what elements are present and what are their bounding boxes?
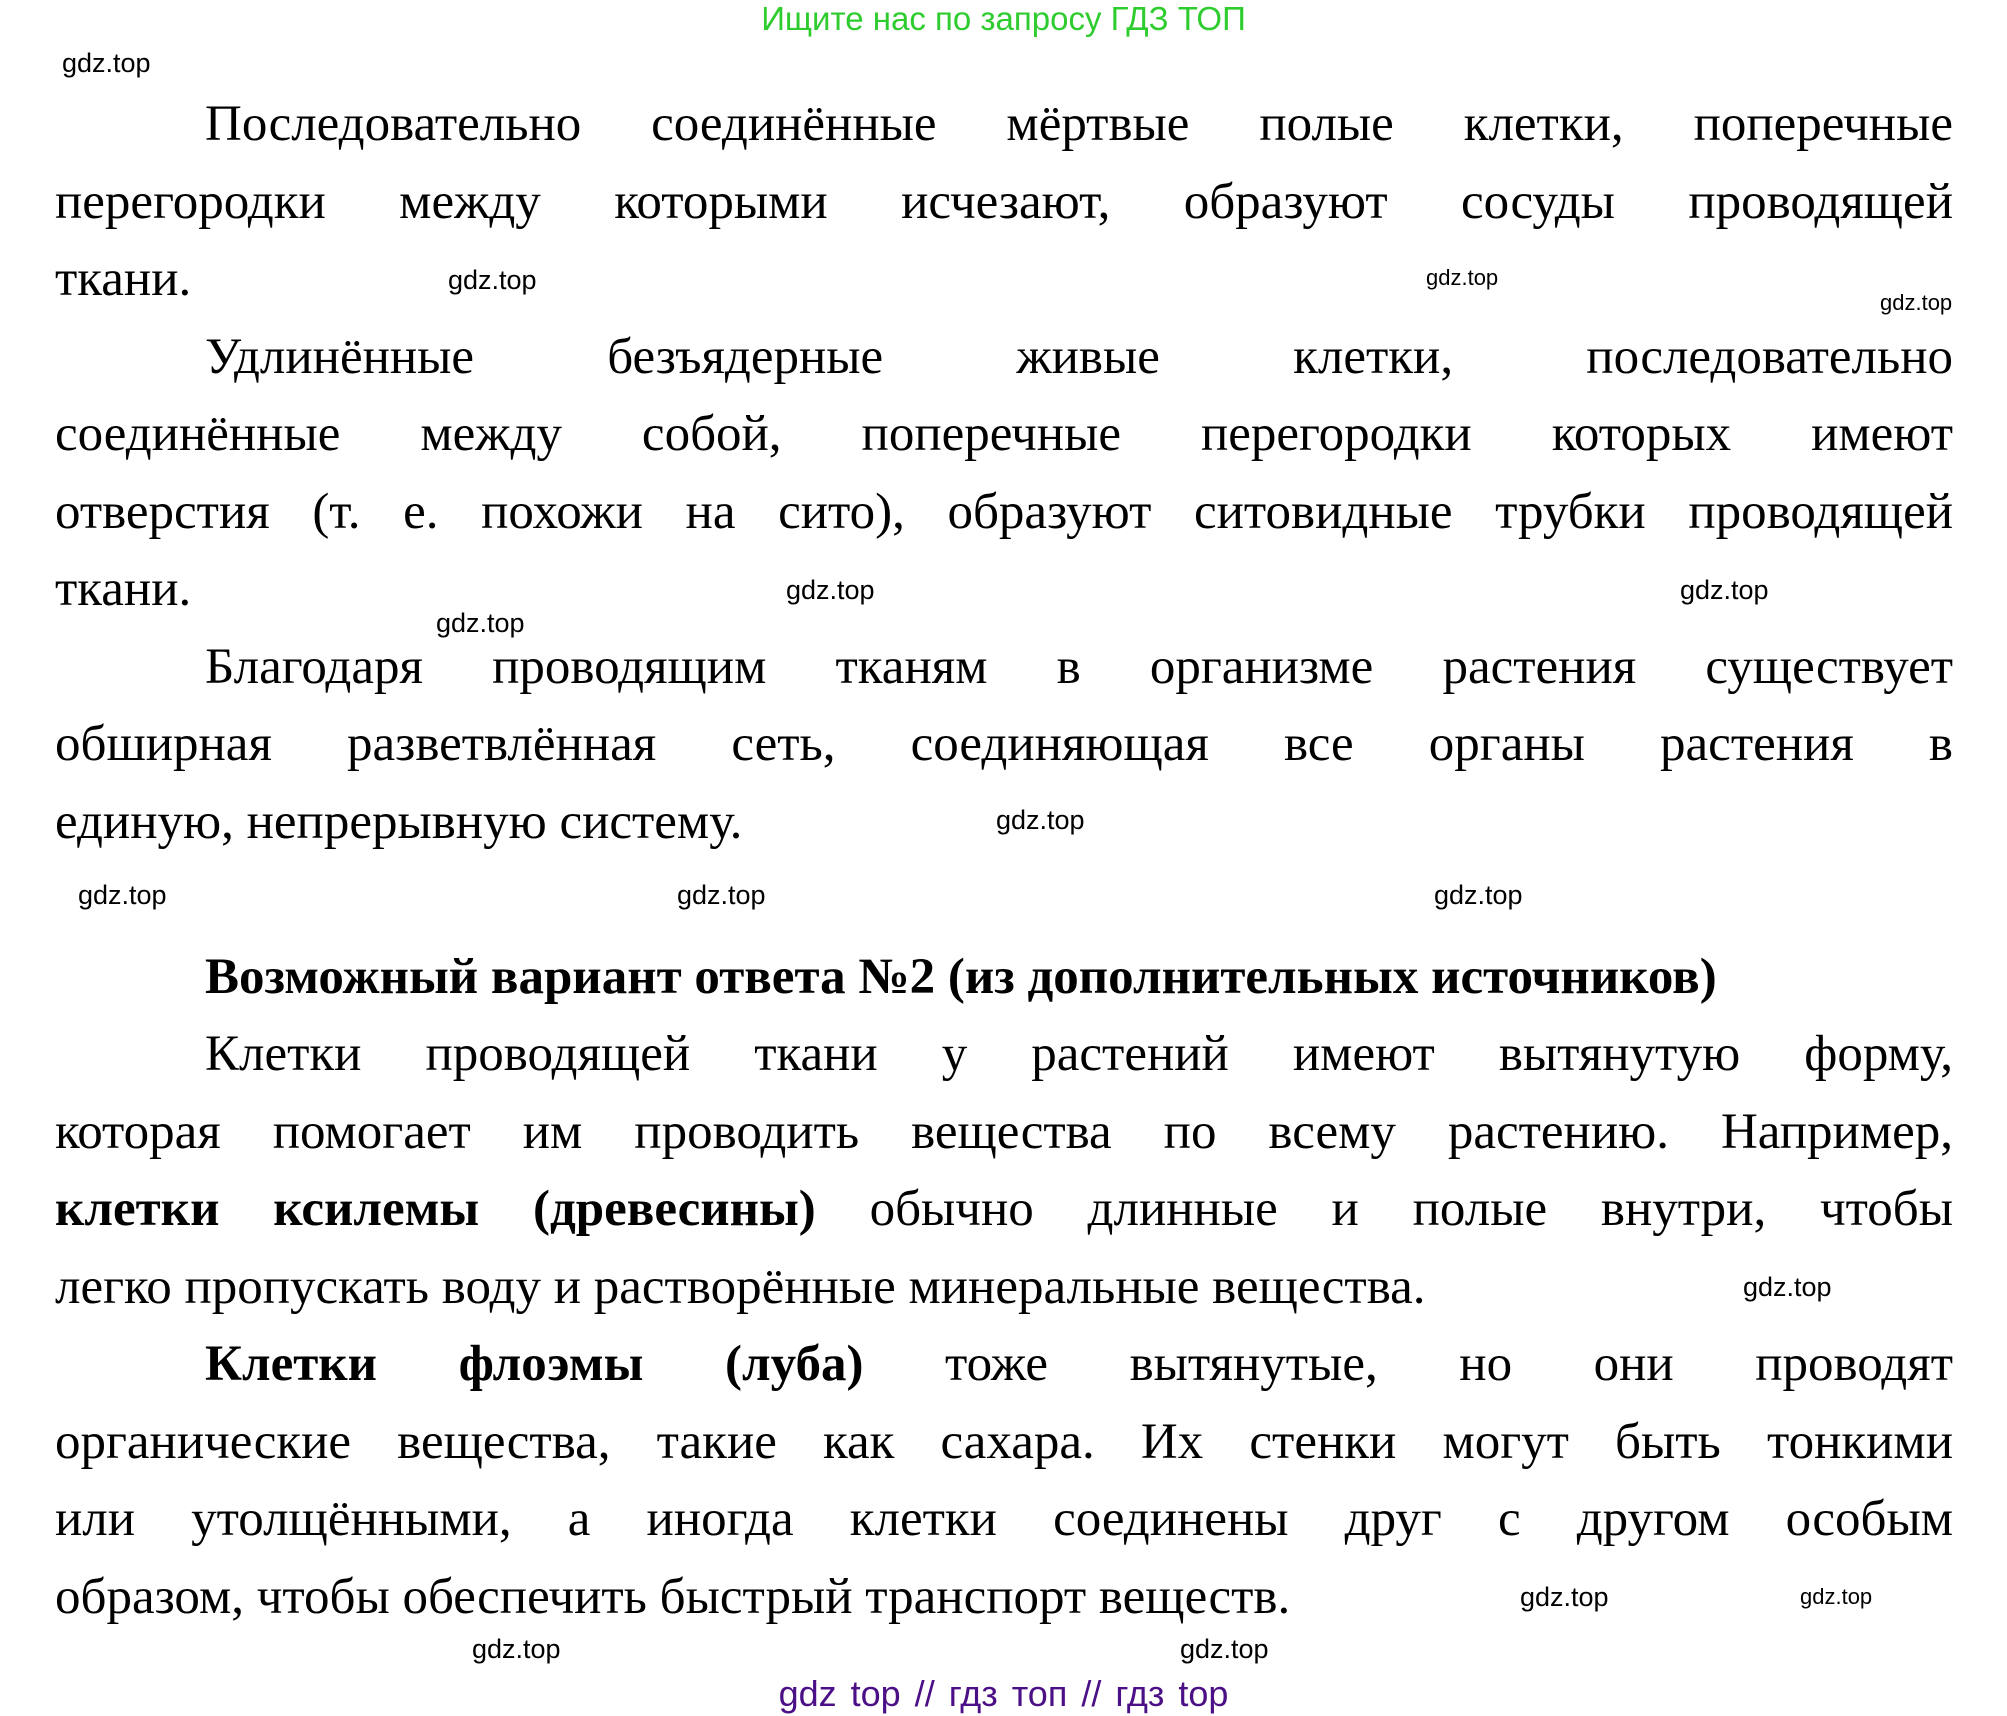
watermark: gdz.top [996,805,1085,835]
watermark: gdz.top [78,880,167,910]
text-line [55,629,1953,707]
section-heading [55,939,1953,1017]
watermark: gdz.top [786,575,875,605]
line-text: единую, непрерывную систему. [55,793,743,850]
text-line [55,551,1953,629]
text-line [55,319,1953,397]
line-text: которая помогает им проводить вещества по всему растению. Например, [55,1103,1953,1160]
text-line [55,86,1953,164]
line-text: ткани. [55,561,192,617]
line-text: органические вещества, такие как сахара. Их стенки могут быть тонкими [55,1413,1953,1470]
text-line [55,1171,1953,1249]
text-line [55,1094,1953,1172]
answer-text [55,86,1953,1636]
line-text: или утолщёнными, а иногда клетки соединены друг с другом особым [55,1491,1953,1547]
bold-term: Клетки флоэмы (луба) [205,1336,864,1392]
text-line [55,1481,1953,1559]
bold-term: Возможный вариант ответа №2 (из дополнительных источников) [205,948,1717,1005]
watermark: gdz.top [1743,1272,1832,1302]
text-line [55,474,1953,552]
text-line [55,1249,1953,1327]
line-text: Клетки проводящей ткани у растений имеют вытянутую форму, [205,1026,1953,1082]
watermark: gdz.top [1520,1582,1609,1612]
text-line [55,706,1953,784]
watermark: gdz.top [1434,880,1523,910]
line-text: Удлинённые безъядерные живые клетки, последовательно [205,328,1953,385]
bold-term: клетки ксилемы (древесины) [55,1181,816,1237]
watermark: gdz.top [472,1634,561,1664]
spacer [55,861,1953,939]
text-line [55,1559,1953,1637]
watermark: gdz.top [677,880,766,910]
line-text: Последовательно соединённые мёртвые полые клетки, поперечные [205,96,1953,152]
text-line [55,396,1953,474]
watermark: gdz.top [448,265,537,295]
watermark: gdz.top [1880,290,1953,315]
line-text: образом, чтобы обеспечить быстрый транспорт веществ. [55,1568,1291,1625]
search-banner: Ищите нас по запросу ГДЗ ТОП [761,0,1246,37]
watermark: gdz.top [1800,1584,1873,1609]
watermark: gdz.top [62,48,151,78]
footer-links: gdz top // гдз топ // гдз top [778,1673,1229,1714]
line-text: ткани. [55,251,192,307]
line-text: отверстия (т. е. похожи на сито), образуют ситовидные трубки проводящей [55,483,1953,540]
text-line [55,1016,1953,1094]
line-text: Благодаря проводящим тканям в организме растения существует [205,638,1953,695]
text-line [55,164,1953,242]
text-line [55,1404,1953,1482]
watermark: gdz.top [1426,265,1499,290]
line-text: обычно длинные и полые внутри, чтобы [815,1181,1953,1237]
watermark: gdz.top [1180,1634,1269,1664]
watermark: gdz.top [436,608,525,638]
line-text: легко пропускать воду и растворённые минеральные вещества. [55,1258,1426,1315]
watermark: gdz.top [1680,575,1769,605]
line-text: перегородки между которыми исчезают, образуют сосуды проводящей [55,173,1953,230]
text-line [55,1326,1953,1404]
line-text: соединённые между собой, поперечные перегородки которых имеют [55,406,1953,462]
line-text: тоже вытянутые, но они проводят [863,1336,1954,1392]
line-text: обширная разветвлённая сеть, соединяющая все органы растения в [55,716,1953,772]
text-line [55,241,1953,319]
